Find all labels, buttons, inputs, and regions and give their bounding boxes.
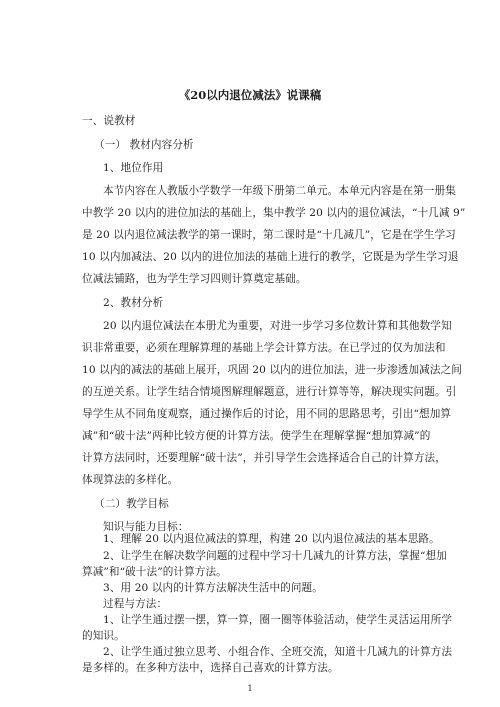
subsection-label-role: 1、地位作用 (103, 162, 164, 174)
method-item-continued: 是多样的。在多种方法中，选择自己喜欢的计算方法。 (82, 662, 339, 674)
goal-item: 3、用 20 以内的计算方法解决生活中的问题。 (103, 582, 323, 594)
subsection-heading-content-analysis: （一） 教材内容分析 (94, 139, 194, 151)
paragraph-line: 10 以内加减法、20 以内的进位加法的基础上进行的教学，它既是为学生学习退 (82, 251, 459, 263)
paragraph-line: 10 以内的减法的基础上展开，巩固 20 以内的进位加法，进一步渗透加减法之间 (82, 364, 462, 376)
paragraph-line: 中教学 20 以内的进位加法的基础上，集中教学 20 以内的退位减法，“十几减 9” (82, 207, 466, 219)
paragraph-line: 本节内容在人教版小学数学一年级下册第二单元。本单元内容是在第一册集 (103, 185, 456, 197)
paragraph-line: 20 以内退位减法在本册尤为重要，对进一步学习多位数计算和其他数学知 (103, 320, 452, 332)
method-item: 1、让学生通过摆一摆，算一算，圈一圈等体验活动，使学生灵活运用所学 (103, 614, 453, 626)
paragraph-line: 计算方法同时，还要理解“破十法”，并引导学生会选择适合自己的计算方法， (82, 452, 446, 464)
method-item: 2、让学生通过独立思考、小组合作、全班交流，知道十几减九的计算方法 (103, 646, 453, 658)
paragraph-line: 是 20 以内退位减法教学的第一课时，第二课时是“十几减几”，它是在学生学习 (82, 229, 456, 241)
section-heading-teaching-material: 一、说教材 (82, 115, 136, 127)
page-title: 《20以内退位减法》说课稿 (178, 88, 322, 102)
label-process-methods: 过程与方法： (103, 598, 168, 610)
goal-item: 1、理解 20 以内退位减法的算理，构建 20 以内退位减法的基本思路。 (103, 533, 440, 545)
subsection-label-analysis: 2、教材分析 (103, 297, 164, 309)
goal-item-continued: 算减”和“破十法”的计算方法。 (82, 566, 227, 578)
paragraph-line: 体现算法的多样化。 (82, 474, 179, 486)
label-knowledge-goals: 知识与能力目标： (103, 521, 189, 533)
paragraph-line: 识非常重要，必须在理解算理的基础上学会计算方法。在已学过的仅为加法和 (82, 342, 446, 354)
subsection-heading-teaching-goals: （二）教学目标 (94, 498, 169, 510)
goal-item: 2、让学生在解决数学问题的过程中学习十几减九的计算方法，掌握“想加 (103, 550, 447, 562)
paragraph-line: 的互逆关系。让学生结合情境图解理解题意，进行计算等等，解决现实问题。引 (82, 386, 457, 398)
paragraph-line: 导学生从不同角度观察，通过操作后的讨论，用不同的思路思考，引出“想加算 (82, 408, 452, 420)
paragraph-line: 减”和“破十法”两种比较方便的计算方法。使学生在理解掌握“想加算减”的 (82, 430, 431, 442)
page-number: 1 (247, 684, 253, 693)
paragraph-line: 位减法铺路，也为学生学习四则计算奠定基础。 (82, 273, 307, 285)
method-item-continued: 的知识。 (82, 630, 125, 642)
